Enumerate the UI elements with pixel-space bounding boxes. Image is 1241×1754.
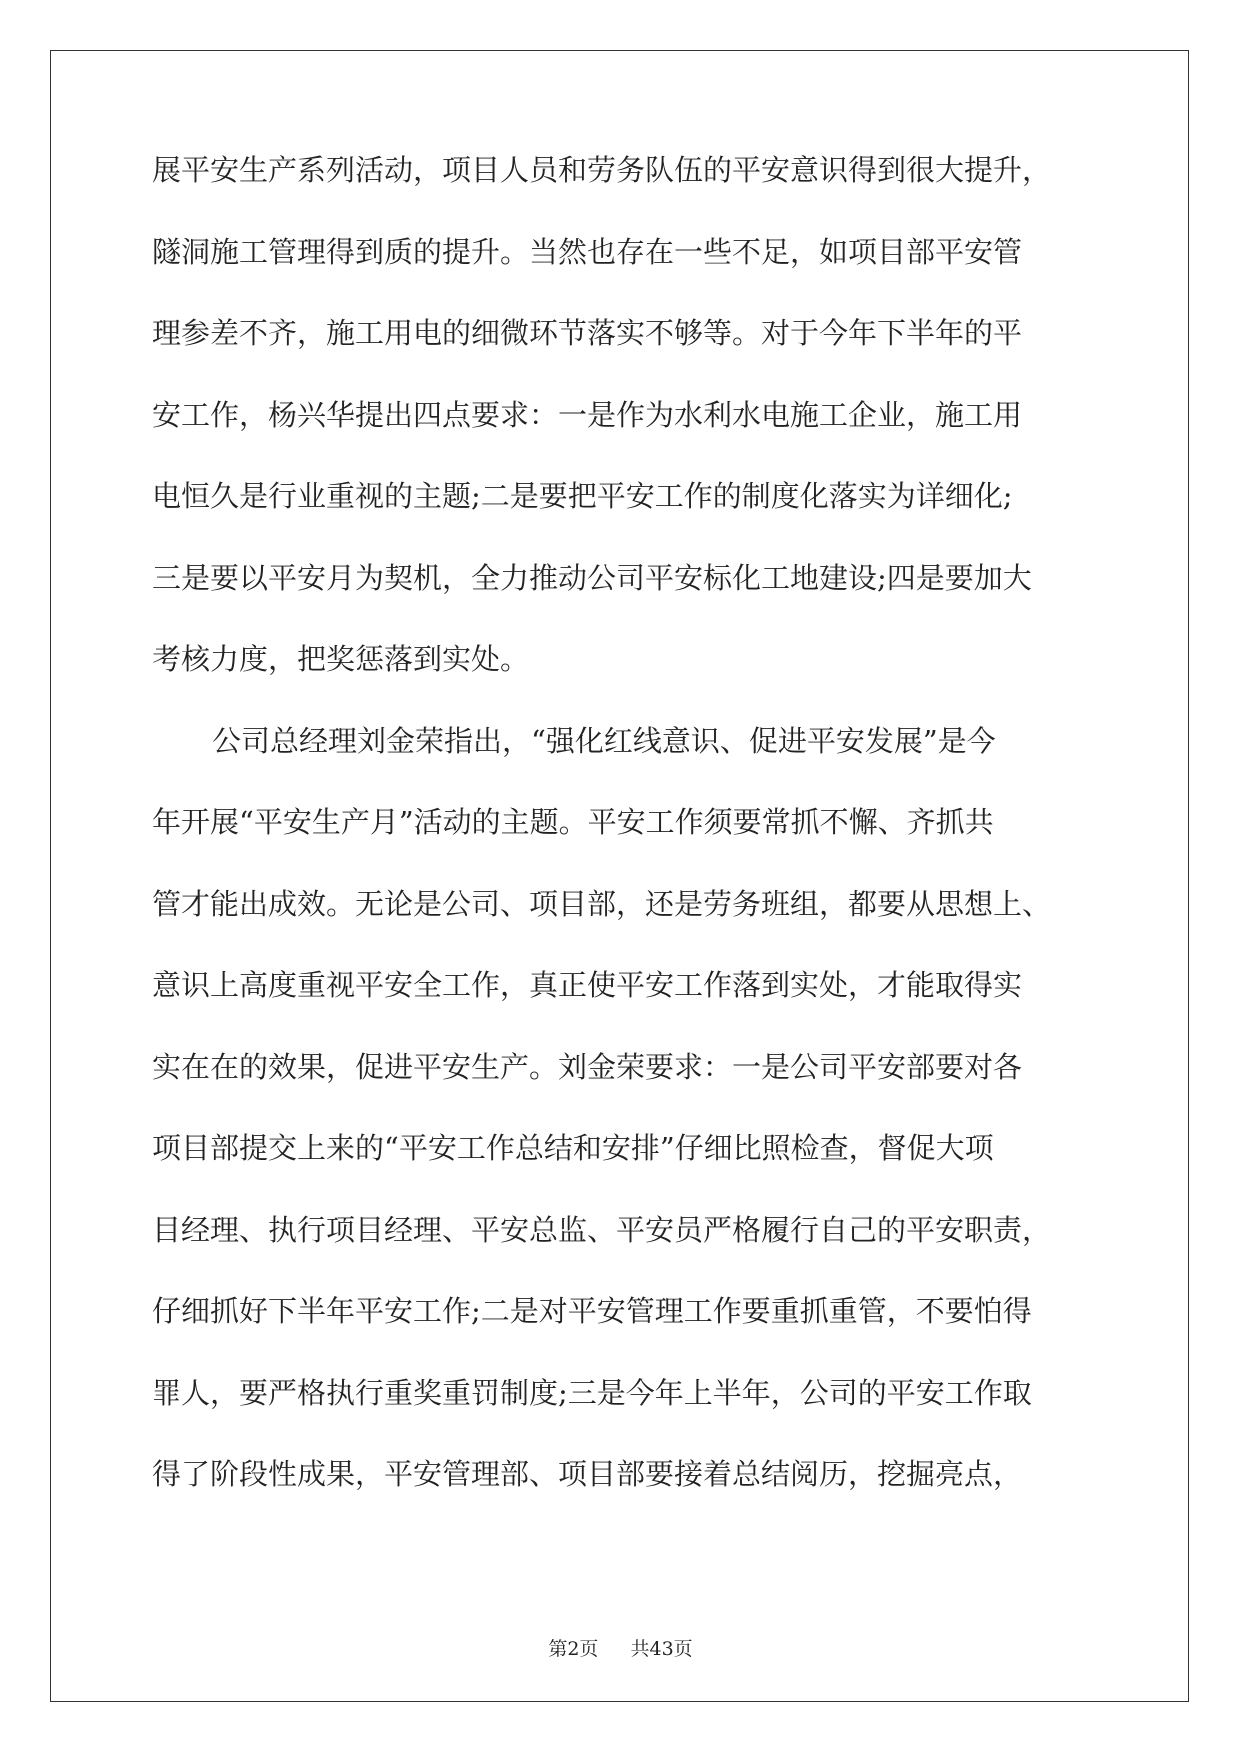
text-line: 隧洞施工管理得到质的提升。当然也存在一些不足，如项目部平安管	[152, 234, 1023, 269]
text-line: 理参差不齐，施工用电的细微环节落实不够等。对于今年下半年的平	[152, 316, 1023, 350]
text-line: 电恒久是行业重视的主题;二是要把平安工作的制度化落实为详细化;	[152, 479, 1013, 513]
document-body	[152, 150, 1092, 1536]
text-line: 罪人，要严格执行重奖重罚制度;三是今年上半年，公司的平安工作取	[152, 1375, 1032, 1410]
text-line: 项目部提交上来的“平安工作总结和安排”仔细比照检查，督促大项	[152, 1131, 994, 1165]
text-line: 仔细抓好下半年平安工作;二是对平安管理工作要重抓重管，不要怕得	[152, 1294, 1032, 1328]
text-line: 考核力度，把奖惩落到实处。	[152, 642, 530, 676]
text-line: 三是要以平安月为契机，全力推动公司平安标化工地建设;四是要加大	[152, 560, 1032, 595]
text-line: 年开展“平安生产月”活动的主题。平安工作须要常抓不懈、齐抓共	[152, 805, 994, 839]
text-line: 实在在的效果，促进平安生产。刘金荣要求：一是公司平安部要对各	[152, 1049, 1023, 1084]
page-total: 共43页	[630, 1638, 693, 1660]
text-line: 展平安生产系列活动，项目人员和劳务队伍的平安意识得到很大提升，	[152, 153, 1052, 187]
text-line: 管才能出成效。无论是公司、项目部，还是劳务班组，都要从思想上、	[152, 886, 1052, 921]
paragraph-start-line: 公司总经理刘金荣指出，“强化红线意识、促进平安发展”是今	[212, 723, 996, 758]
text-line: 目经理、执行项目经理、平安总监、平安员严格履行自己的平安职责，	[152, 1212, 1052, 1247]
page-number: 第2页	[548, 1638, 599, 1660]
page-footer	[0, 1634, 1241, 1661]
text-line: 安工作，杨兴华提出四点要求：一是作为水利水电施工企业，施工用	[152, 397, 1023, 432]
text-line: 得了阶段性成果，平安管理部、项目部要接着总结阅历，挖掘亮点，	[152, 1457, 1023, 1491]
text-line: 意识上高度重视平安全工作，真正使平安工作落到实处，才能取得实	[152, 968, 1023, 1002]
